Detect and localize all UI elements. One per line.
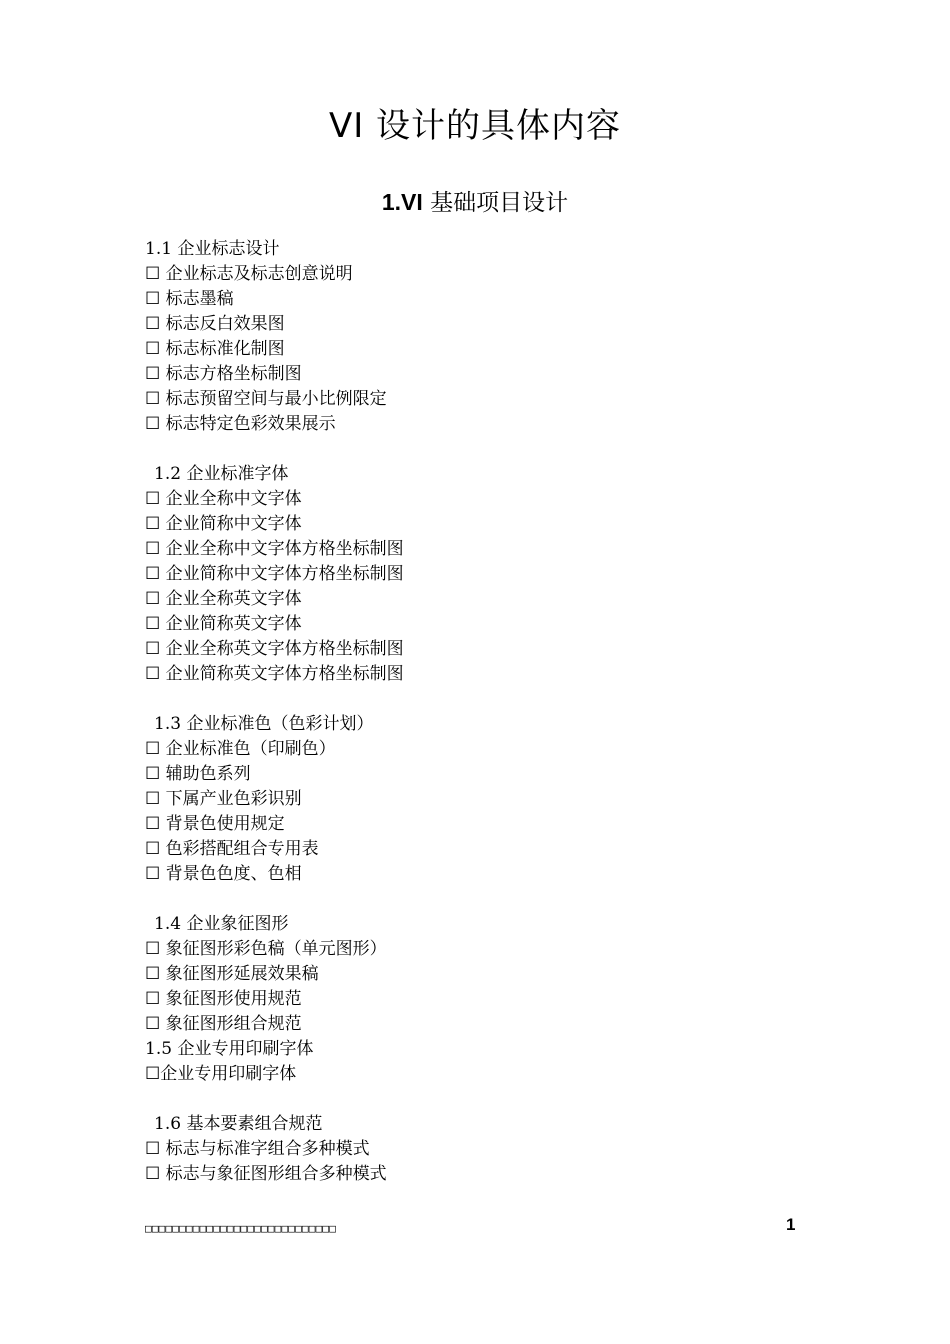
subsection-heading: 1.2 企业标准字体 (154, 464, 289, 484)
checklist-item: ☐ 象征图形使用规范 (145, 989, 302, 1009)
checklist-item: ☐ 下属产业色彩识别 (145, 789, 302, 809)
content-body (145, 237, 845, 1187)
checklist-item: ☐ 辅助色系列 (145, 764, 251, 784)
subsection-heading: 1.4 企业象征图形 (154, 914, 289, 934)
checklist-item: ☐ 标志与象征图形组合多种模式 (145, 1164, 387, 1184)
checklist-item: ☐ 标志特定色彩效果展示 (145, 414, 336, 434)
checklist-item: ☐ 标志方格坐标制图 (145, 364, 302, 384)
checklist-item: ☐企业专用印刷字体 (145, 1064, 297, 1084)
checklist-item: ☐ 企业全称英文字体 (145, 589, 302, 609)
page-title: VI 设计的具体内容 (328, 106, 622, 146)
subsection-heading: 1.3 企业标准色（色彩计划） (154, 714, 374, 734)
checklist-item: ☐ 企业全称中文字体方格坐标制图 (145, 539, 404, 559)
checklist-item: ☐ 标志标准化制图 (145, 339, 285, 359)
checklist-item: ☐ 背景色使用规定 (145, 814, 285, 834)
page-number: 1 (786, 1215, 796, 1234)
checklist-item: ☐ 色彩搭配组合专用表 (145, 839, 319, 859)
checklist-item: ☐ 标志预留空间与最小比例限定 (145, 389, 387, 409)
checklist-item: ☐ 象征图形彩色稿（单元图形） (145, 939, 387, 959)
checklist-item: ☐ 企业简称中文字体 (145, 514, 302, 534)
checklist-item: ☐ 标志反白效果图 (145, 314, 285, 334)
subsection-heading: 1.6 基本要素组合规范 (154, 1114, 323, 1134)
footer-note: □□□□□□□□□□□□□□□□□□□□□□□□□□□□ (145, 1222, 337, 1235)
checklist-item: ☐ 企业标准色（印刷色） (145, 739, 336, 759)
checklist-item: ☐ 象征图形延展效果稿 (145, 964, 319, 984)
subsection-heading: 1.5 企业专用印刷字体 (145, 1039, 314, 1059)
checklist-item: ☐ 标志与标准字组合多种模式 (145, 1139, 370, 1159)
checklist-item: ☐ 象征图形组合规范 (145, 1014, 302, 1034)
checklist-item: ☐ 企业简称中文字体方格坐标制图 (145, 564, 404, 584)
section-heading-text: 基础项目设计 (422, 190, 569, 216)
section-heading (0, 186, 950, 219)
section-number: 1.VI (381, 189, 423, 215)
checklist-item: ☐ 企业简称英文字体 (145, 614, 302, 634)
checklist-item: ☐ 企业简称英文字体方格坐标制图 (145, 664, 404, 684)
subsection-heading: 1.1 企业标志设计 (145, 239, 280, 259)
checklist-item: ☐ 背景色色度、色相 (145, 864, 302, 884)
checklist-item: ☐ 标志墨稿 (145, 289, 234, 309)
checklist-item: ☐ 企业全称中文字体 (145, 489, 302, 509)
checklist-item: ☐ 企业标志及标志创意说明 (145, 264, 353, 284)
checklist-item: ☐ 企业全称英文字体方格坐标制图 (145, 639, 404, 659)
